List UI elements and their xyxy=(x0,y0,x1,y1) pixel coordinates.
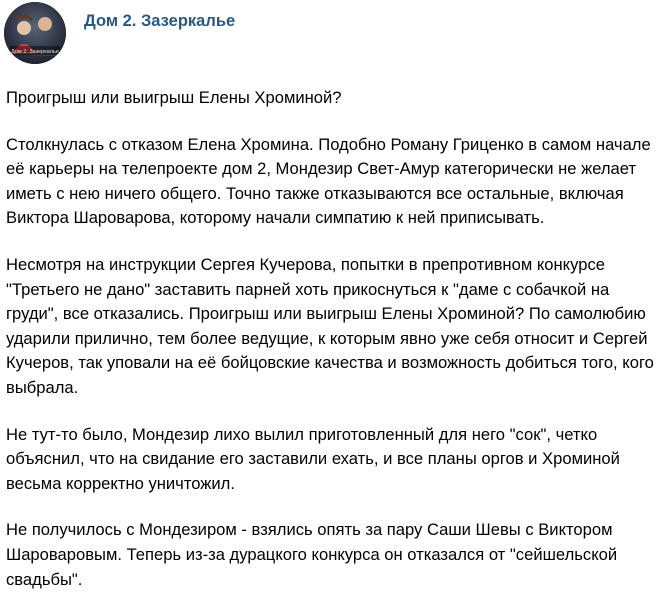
post-header xyxy=(0,0,670,70)
channel-avatar-icon xyxy=(4,2,66,64)
post-paragraph-3: Не тут-то было, Мондезир лихо вылил приготовленный для него "сок", четко объяснил, что на свидание его заставили ехать, и все планы оргов и Хроминой весьма корректно уничтожил. xyxy=(6,424,620,493)
post-title: Проигрыш или выигрыш Елены Хроминой? xyxy=(6,88,342,107)
channel-name-link[interactable]: Дом 2. Зазеркалье xyxy=(84,12,236,30)
post-paragraph-1: Столкнулась с отказом Елена Хромина. Подобно Роману Гриценко в самом начале её карьеры на телепроекте дом 2, Мондезир Свет-Амур категорически не желает иметь с нею ничего общего. Точно также отказываются все остальные, включая Виктора Шароварова, которому начали симпатию к ней приписывать. xyxy=(6,134,651,228)
avatar-caption: Дом 2. Зазеркалье xyxy=(11,49,59,55)
post-body xyxy=(6,86,662,592)
channel-avatar[interactable] xyxy=(4,2,66,64)
post-paragraph-2: Несмотря на инструкции Сергея Кучерова, попытки в препротивном конкурсе "Третьего не дано" заставить парней хоть прикоснуться к "даме с собачкой на груди", все отказались. Проигрыш или выигрыш Елены Хроминой? По самолюбию ударили прилично, тем более ведущие, к которым явно уже себя относит и Сергей Кучеров, так уповали на её бойцовские качества и возможность добиться того, кого выбрала. xyxy=(6,254,654,397)
post-paragraph-4: Не получилось с Мондезиром - взялись опять за пару Саши Шевы с Виктором Шароваровым. Теперь из-за дурацкого конкурса он отказался от "сейшельской свадьбы". xyxy=(6,520,618,589)
